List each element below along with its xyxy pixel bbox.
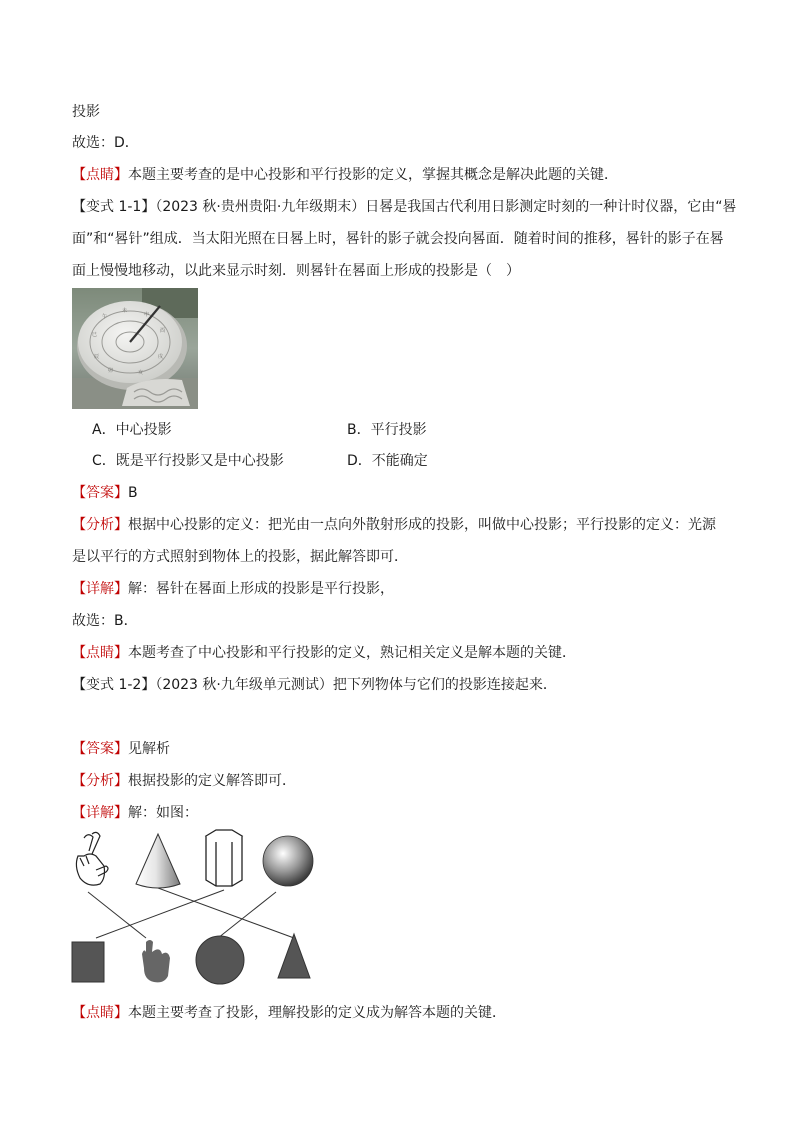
answer-2 [72, 739, 170, 759]
line-variant-1-question: 面上慢慢地移动，以此来显示时刻．则晷针在晷面上形成的投影是（ ） [72, 263, 520, 279]
variant-text: （2023 秋·贵州贵阳·九年级期末）日晷是我国古代利用日影测定时刻的一种计时仪器，它由“晷 [155, 199, 737, 215]
detail-tag: 【详解】 [72, 581, 128, 597]
variant-2 [72, 675, 557, 695]
detail-tag: 【详解】 [72, 805, 128, 821]
analysis-text: 根据投影的定义解答即可． [128, 773, 296, 789]
analysis-1-cont: 是以平行的方式照射到物体上的投影，据此解答即可． [72, 549, 408, 565]
line-note-1 [72, 165, 618, 185]
note-tag: 【点睛】 [72, 167, 128, 183]
option-c: C．既是平行投影又是中心投影 [92, 453, 284, 469]
detail-text: 解：晷针在晷面上形成的投影是平行投影， [128, 581, 394, 597]
detail-1 [72, 579, 394, 599]
square-projection [72, 942, 104, 982]
svg-text:辰: 辰 [94, 354, 100, 360]
line-choose-d: 故选：D． [72, 135, 139, 151]
detail-2 [72, 803, 198, 823]
analysis-tag: 【分析】 [72, 773, 128, 789]
option-b: B．平行投影 [347, 422, 427, 438]
svg-text:申: 申 [144, 312, 150, 318]
note-text: 本题主要考查的是中心投影和平行投影的定义，掌握其概念是解决此题的关键． [128, 167, 618, 183]
svg-text:未: 未 [122, 308, 128, 314]
answer-tag: 【答案】 [72, 485, 128, 501]
projection-matching-figure [66, 826, 328, 990]
note-tag: 【点睛】 [72, 645, 128, 661]
note-text: 本题考查了中心投影和平行投影的定义，熟记相关定义是解本题的关键． [128, 645, 576, 661]
answer-text: 见解析 [128, 741, 170, 757]
line-variant-1-cont: 面”和“晷针”组成．当太阳光照在日晷上时，晷针的影子就会投向晷面．随着时间的推移，晷针的影子在晷 [72, 231, 724, 247]
circle-projection [196, 936, 244, 984]
note-text: 本题主要考查了投影，理解投影的定义成为解答本题的关键． [128, 1005, 506, 1021]
line-variant-1 [72, 197, 737, 217]
variant-tag: 【变式 1-2】 [72, 677, 156, 693]
analysis-tag: 【分析】 [72, 517, 128, 533]
connecting-lines [88, 888, 294, 938]
triangle-projection [278, 934, 310, 978]
cone-object [136, 834, 180, 888]
hexagonal-prism-object [206, 830, 242, 886]
analysis-1 [72, 515, 716, 535]
choose-b: 故选：B． [72, 613, 138, 629]
answer-1 [72, 483, 138, 503]
variant-text: （2023 秋·九年级单元测试）把下列物体与它们的投影连接起来． [155, 677, 557, 693]
hand-object [76, 832, 108, 885]
svg-text:巳: 巳 [92, 332, 98, 338]
analysis-2 [72, 771, 296, 791]
note-tag: 【点睛】 [72, 1005, 128, 1021]
svg-text:卯: 卯 [108, 368, 114, 374]
detail-text: 解：如图： [128, 805, 198, 821]
svg-text:酉: 酉 [160, 328, 166, 334]
line-projection: 投影 [72, 104, 100, 120]
svg-text:亥: 亥 [138, 370, 144, 376]
svg-text:戌: 戌 [158, 354, 164, 360]
sphere-object [263, 836, 313, 886]
analysis-text: 根据中心投影的定义：把光由一点向外散射形成的投影，叫做中心投影；平行投影的定义：光源 [128, 517, 716, 533]
sundial-photo [72, 288, 198, 409]
svg-text:午: 午 [102, 314, 108, 320]
answer-tag: 【答案】 [72, 741, 128, 757]
variant-tag: 【变式 1-1】 [72, 199, 156, 215]
option-a: A．中心投影 [92, 422, 172, 438]
note-3 [72, 1003, 506, 1023]
option-d: D．不能确定 [347, 453, 428, 469]
hand-projection [142, 940, 170, 982]
note-2 [72, 643, 576, 663]
answer-text: B [128, 485, 138, 501]
